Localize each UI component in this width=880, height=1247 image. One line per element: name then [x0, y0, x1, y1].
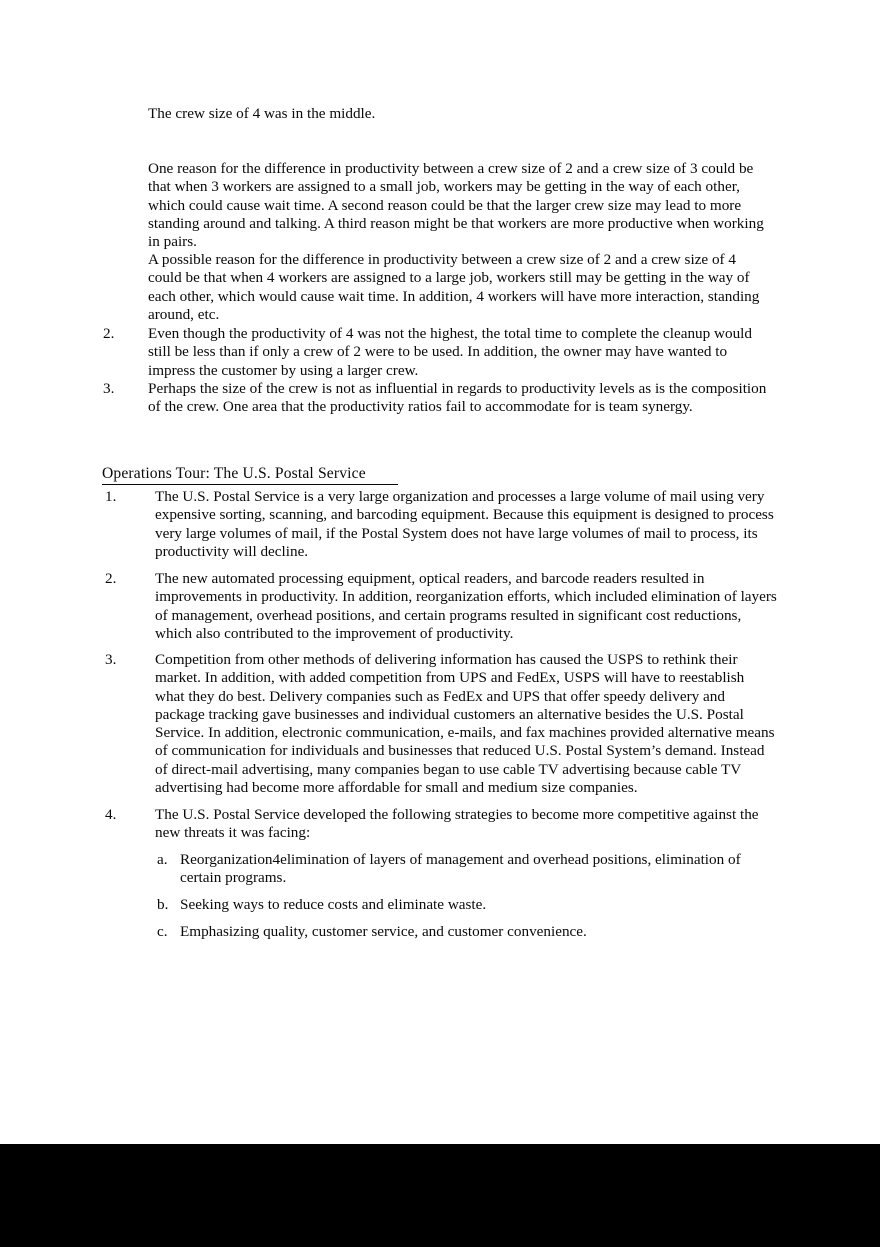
list-item-text: The U.S. Postal Service developed the following strategies to become more competitive against the new threats it was facing: — [155, 806, 759, 842]
list-item-text: Even though the productivity of 4 was not the highest, the total time to complete the cleanup would still be less than if only a crew of 2 were to be used. In addition, the owner may have wanted to impress the customer by using a larger crew. — [148, 325, 752, 379]
list-item — [105, 488, 777, 561]
list-item-text: Competition from other methods of delivering information has caused the USPS to rethink their market. In addition, with added competition from UPS and FedEx, USPS will have to reestablish what they do best. Delivery companies such as FedEx and UPS that offer speedy delivery and package tracking gave businesses and individual customers an alternative besides the U.S. Postal Service. In addition, electronic communication, e-mails, and fax machines provided alternative means of communication for individuals and businesses that reduced U.S. Postal System’s demand. Instead of direct-mail advertising, many companies began to use cable TV advertising because cable TV advertising had become more affordable for small and medium size companies. — [155, 651, 775, 797]
list-item-marker: 3. — [105, 651, 117, 668]
list-item-marker: 3. — [103, 380, 115, 397]
list-item — [105, 806, 777, 843]
paragraph-reason-crew-2-vs-3: One reason for the difference in productivity between a crew size of 2 and a crew size of 3 could be that when 3 workers are assigned to a small job, workers may be getting in the way of each other, which could cause wait time. A second reason could be that the larger crew size may lead to more standing around and talking. A third reason might be that workers are more productive when working in pairs. — [148, 160, 764, 251]
list-item — [157, 851, 777, 888]
list-item-marker: b. — [157, 896, 169, 913]
list-item-marker: 2. — [103, 325, 115, 342]
list-item — [105, 651, 777, 797]
section-heading: Operations Tour: The U.S. Postal Service — [102, 464, 398, 485]
list-item — [103, 380, 778, 417]
list-item-marker: 4. — [105, 806, 117, 823]
list-item-text: Seeking ways to reduce costs and eliminate waste. — [180, 896, 487, 913]
list-item — [105, 570, 777, 643]
list-item-marker: 1. — [105, 488, 117, 505]
list-item-marker: c. — [157, 923, 168, 940]
paragraph-reason-crew-2-vs-4: A possible reason for the difference in productivity between a crew size of 2 and a crew size of 4 could be that when 4 workers are assigned to a large job, workers still may be getting in the way of each other, which would cause wait time. In addition, 4 workers will have more interaction, standing around, etc. — [148, 251, 760, 323]
paragraph-crew-size-middle: The crew size of 4 was in the middle. — [148, 105, 376, 122]
list-item-text: The new automated processing equipment, optical readers, and barcode readers resulted in improvements in productivity. In addition, reorganization efforts, which included elimination of layers of management, overhead positions, and certain programs resulted in significant cost reductions, which also contributed to the improvement of productivity. — [155, 570, 777, 642]
list-item-text: Reorganization4elimination of layers of management and overhead positions, elimination of certain programs. — [180, 851, 741, 887]
list-item-text: Perhaps the size of the crew is not as influential in regards to productivity levels as is the composition of the crew. One area that the productivity ratios fail to accommodate for is team synergy. — [148, 380, 767, 416]
list-item-text: Emphasizing quality, customer service, and customer convenience. — [180, 923, 587, 940]
scan-bottom-border — [0, 1144, 880, 1247]
list-item — [157, 896, 777, 914]
list-item — [157, 923, 777, 941]
list-item — [103, 325, 778, 380]
list-item-marker: 2. — [105, 570, 117, 587]
list-item-text: The U.S. Postal Service is a very large organization and processes a large volume of mail using very expensive sorting, scanning, and barcoding equipment. Because this equipment is designed to process very large volumes of mail, if the Postal System does not have large volumes of mail to process, its productivity will decline. — [155, 488, 774, 560]
list-item-marker: a. — [157, 851, 168, 868]
